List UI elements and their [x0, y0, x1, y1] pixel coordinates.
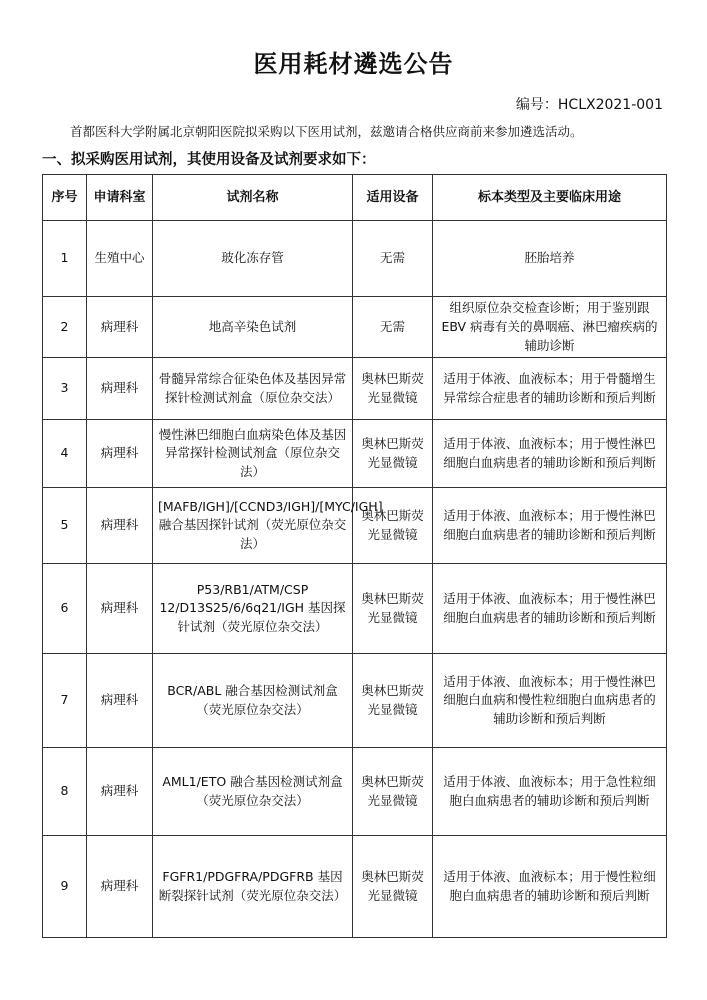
- cell-seq: 3: [43, 358, 87, 420]
- table-row: [43, 564, 667, 654]
- cell-equipment: 奥林巴斯荧光显微镜: [353, 748, 433, 836]
- cell-dept: 病理科: [87, 564, 153, 654]
- cell-seq: 6: [43, 564, 87, 654]
- cell-usage: 胚胎培养: [433, 221, 667, 297]
- cell-usage: 组织原位杂交检查诊断；用于鉴别跟 EBV 病毒有关的鼻咽癌、淋巴瘤疾病的辅助诊断: [433, 297, 667, 358]
- table-row: [43, 297, 667, 358]
- reagent-requirements-table: [42, 174, 667, 938]
- cell-usage: 适用于体液、血液标本；用于急性粒细胞白血病患者的辅助诊断和预后判断: [433, 748, 667, 836]
- table-row: [43, 358, 667, 420]
- cell-dept: 病理科: [87, 654, 153, 748]
- table-row: [43, 420, 667, 488]
- cell-name: 骨髓异常综合征染色体及基因异常探针检测试剂盒（原位杂交法）: [153, 358, 353, 420]
- cell-usage: 适用于体液、血液标本；用于慢性淋巴细胞白血病和慢性粒细胞白血病患者的辅助诊断和预后判断: [433, 654, 667, 748]
- cell-name: BCR/ABL 融合基因检测试剂盒（荧光原位杂交法）: [153, 654, 353, 748]
- cell-seq: 8: [43, 748, 87, 836]
- cell-name: [MAFB/IGH]/[CCND3/IGH]/[MYC/IGH]融合基因探针试剂（荧光原位杂交法）: [153, 488, 353, 564]
- header-usage: 标本类型及主要临床用途: [433, 175, 667, 221]
- cell-seq: 2: [43, 297, 87, 358]
- cell-dept: 病理科: [87, 420, 153, 488]
- table-row: [43, 488, 667, 564]
- cell-name: 慢性淋巴细胞白血病染色体及基因异常探针检测试剂盒（原位杂交法）: [153, 420, 353, 488]
- cell-seq: 1: [43, 221, 87, 297]
- table-row: [43, 748, 667, 836]
- header-dept: 申请科室: [87, 175, 153, 221]
- cell-seq: 5: [43, 488, 87, 564]
- cell-equipment: 奥林巴斯荧光显微镜: [353, 488, 433, 564]
- cell-equipment: 奥林巴斯荧光显微镜: [353, 420, 433, 488]
- table-header-row: [43, 175, 667, 221]
- cell-equipment: 无需: [353, 297, 433, 358]
- cell-dept: 病理科: [87, 358, 153, 420]
- cell-equipment: 无需: [353, 221, 433, 297]
- section-heading: 一、拟采购医用试剂，其使用设备及试剂要求如下：: [42, 152, 376, 168]
- header-seq: 序号: [43, 175, 87, 221]
- cell-name: AML1/ETO 融合基因检测试剂盒（荧光原位杂交法）: [153, 748, 353, 836]
- cell-dept: 病理科: [87, 297, 153, 358]
- cell-seq: 7: [43, 654, 87, 748]
- page-title: 医用耗材遴选公告: [253, 50, 454, 78]
- cell-dept: 病理科: [87, 836, 153, 938]
- cell-usage: 适用于体液、血液标本；用于慢性淋巴细胞白血病患者的辅助诊断和预后判断: [433, 564, 667, 654]
- cell-usage: 适用于体液、血液标本；用于慢性粒细胞白血病患者的辅助诊断和预后判断: [433, 836, 667, 938]
- header-equipment: 适用设备: [353, 175, 433, 221]
- table-row: [43, 221, 667, 297]
- table-row: [43, 836, 667, 938]
- cell-equipment: 奥林巴斯荧光显微镜: [353, 564, 433, 654]
- cell-usage: 适用于体液、血液标本；用于慢性淋巴细胞白血病患者的辅助诊断和预后判断: [433, 488, 667, 564]
- cell-seq: 9: [43, 836, 87, 938]
- cell-dept: 生殖中心: [87, 221, 153, 297]
- table-row: [43, 654, 667, 748]
- cell-name: P53/RB1/ATM/CSP 12/D13S25/6/6q21/IGH 基因探针试剂（荧光原位杂交法）: [153, 564, 353, 654]
- cell-name: 地高辛染色试剂: [153, 297, 353, 358]
- cell-seq: 4: [43, 420, 87, 488]
- cell-usage: 适用于体液、血液标本；用于慢性淋巴细胞白血病患者的辅助诊断和预后判断: [433, 420, 667, 488]
- cell-dept: 病理科: [87, 488, 153, 564]
- intro-paragraph: 首都医科大学附属北京朝阳医院拟采购以下医用试剂，兹邀请合格供应商前来参加遴选活动。: [70, 124, 583, 139]
- cell-name: FGFR1/PDGFRA/PDGFRB 基因断裂探针试剂（荧光原位杂交法）: [153, 836, 353, 938]
- cell-equipment: 奥林巴斯荧光显微镜: [353, 836, 433, 938]
- cell-equipment: 奥林巴斯荧光显微镜: [353, 358, 433, 420]
- cell-equipment: 奥林巴斯荧光显微镜: [353, 654, 433, 748]
- cell-dept: 病理科: [87, 748, 153, 836]
- cell-usage: 适用于体液、血液标本；用于骨髓增生异常综合症患者的辅助诊断和预后判断: [433, 358, 667, 420]
- cell-name: 玻化冻存管: [153, 221, 353, 297]
- document-number: 编号：HCLX2021-001: [515, 97, 663, 113]
- header-name: 试剂名称: [153, 175, 353, 221]
